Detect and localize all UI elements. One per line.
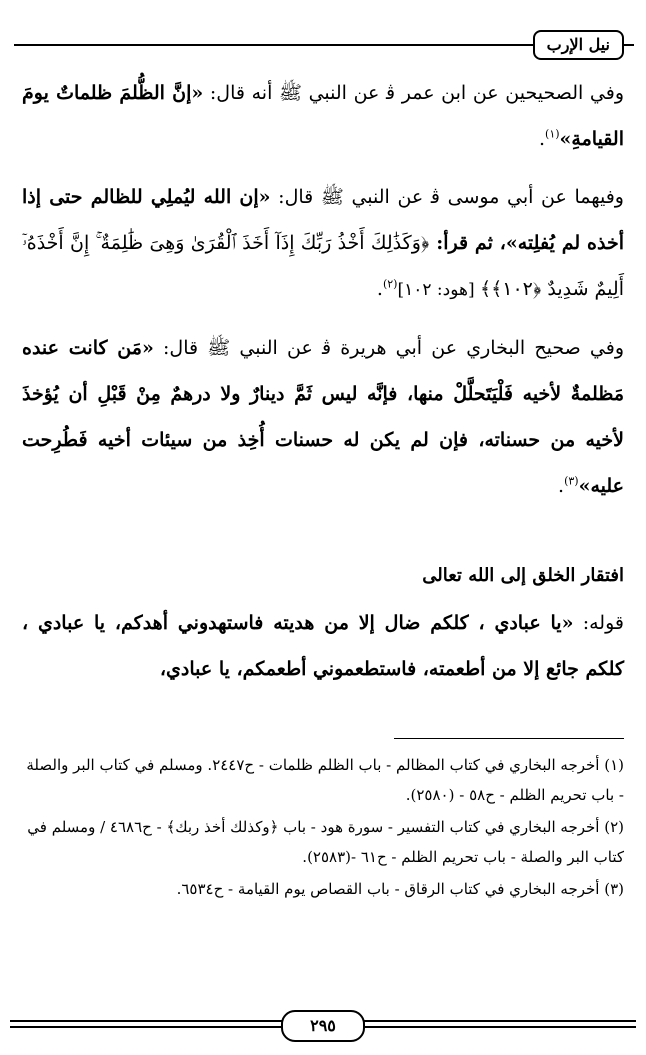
section-lead: قوله:	[573, 612, 624, 634]
section-heading: افتقار الخلق إلى الله تعالى	[422, 565, 624, 586]
footnote-separator	[394, 738, 624, 739]
paragraph-3-hadith: «مَن كانت عنده مَظلمةٌ لأخيه فَلْيَتَحلَّلْ منها، فإنَّه ليس ثَمَّ دينارٌ ولا درهمٌ مِنْ قَبْلِ أن يُؤخذَ لأخيه من حسناته، فإن لم يكن له حسنات أُخِذ من سيئات أخيه فَطُرِحت عليه»	[22, 337, 624, 497]
paragraph-2	[22, 174, 624, 313]
page-footer	[10, 1010, 636, 1040]
book-title: نيل الإرب	[533, 30, 624, 60]
paragraph-1-hadith: «إنَّ الظُّلمَ ظلماتٌ يومَ القيامةِ»	[22, 82, 624, 150]
running-header	[14, 28, 634, 60]
paragraph-1-lead: وفي الصحيحين عن ابن عمر ﭬ عن النبي ﷺ أنه قال:	[203, 82, 624, 104]
section-hadith: «يا عبادي ، كلكم ضال إلا من هديته فاستهدوني أهدكم، يا عبادي ، كلكم جائع إلا من أطعمته، فاستطعموني أطعمكم، يا عبادي،	[22, 612, 624, 680]
paragraph-3-end: .	[558, 475, 565, 497]
paragraph-3	[22, 325, 624, 509]
section-paragraph	[22, 600, 624, 692]
paragraph-2-hadith: «إن الله ليُملِي للظالم حتى إذا أخذه لم يُفلِته»، ثم قرأ:	[22, 186, 624, 254]
page-number: ٢٩٥	[281, 1010, 365, 1042]
paragraph-3-lead: وفي صحيح البخاري عن أبي هريرة ﭬ عن النبي ﷺ قال:	[153, 337, 624, 359]
footnote-marker-2[interactable]: (٢)	[382, 277, 398, 291]
paragraph-1-end: .	[538, 128, 546, 150]
main-text	[22, 70, 624, 521]
footnote-marker-1[interactable]: (١)	[545, 127, 560, 141]
paragraph-2-end: .	[376, 278, 383, 300]
paragraph-2-lead: وفيهما عن أبي موسى ﭬ عن النبي ﷺ قال:	[270, 186, 624, 208]
paragraph-1	[22, 70, 624, 162]
footnote-3: (٣) أخرجه البخاري في كتاب الرقاق - باب القصاص يوم القيامة - ح٦٥٣٤.	[176, 880, 624, 898]
footnotes	[22, 750, 624, 906]
footnote-2: (٢) أخرجه البخاري في كتاب التفسير - سورة هود - باب ﴿وكذلك أخذ ربك﴾ - ح٤٦٨٦ / ومسلم في كتاب البر والصلة - باب تحريم الظلم - ح٦١ -(٢٥٨٣).	[27, 818, 624, 866]
footnote-marker-3[interactable]: (٣)	[564, 474, 579, 488]
section-text	[22, 600, 624, 692]
quran-verse: ﴿وَكَذَٰلِكَ أَخْذُ رَبِّكَ إِذَآ أَخَذَ ٱلْقُرَىٰ وَهِىَ ظَٰلِمَةٌ ۚ إِنَّ أَخْذَهُۥٓ أَلِيمٌ شَدِيدٌ ﴿١٠٢﴾﴾	[22, 232, 624, 300]
footnote-1: (١) أخرجه البخاري في كتاب المظالم - باب الظلم ظلمات - ح٢٤٤٧. ومسلم في كتاب البر والصلة - باب تحريم الظلم - ح٥٨ - (٢٥٨٠).	[26, 756, 624, 804]
verse-reference: [هود: ١٠٢]	[397, 280, 480, 300]
